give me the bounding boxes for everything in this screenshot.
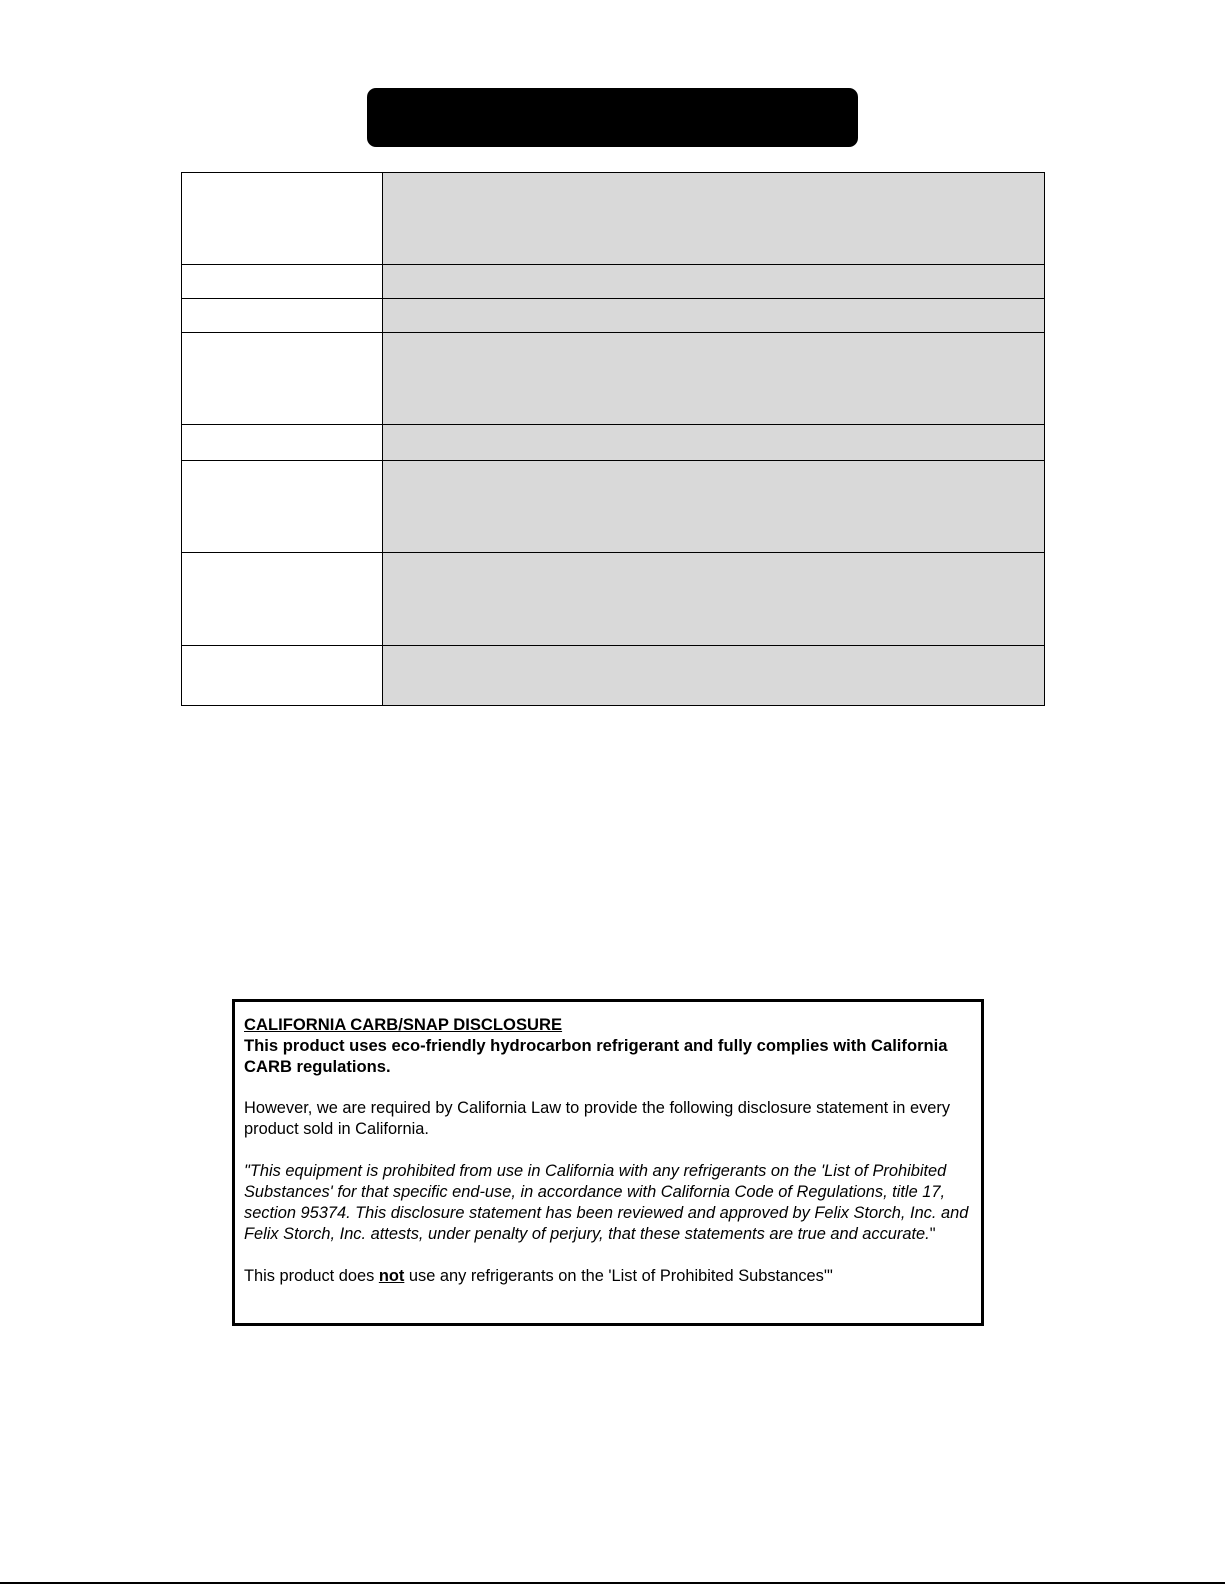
- row-value: [383, 425, 1045, 461]
- row-value: [383, 461, 1045, 553]
- row-value: [383, 553, 1045, 646]
- disclosure-requirement: However, we are required by California Law to provide the following disclosure statement in every product sold in California.: [244, 1099, 951, 1138]
- row-label: [182, 173, 383, 265]
- disclosure-final-prefix: This product does: [244, 1267, 379, 1285]
- row-label: [182, 553, 383, 646]
- row-label: [182, 299, 383, 333]
- disclosure-final-emphasis: not: [378, 1267, 405, 1285]
- table-row: [182, 425, 1045, 461]
- row-label: [182, 646, 383, 706]
- table-row: [182, 333, 1045, 425]
- disclosure-quote-close: ": [929, 1225, 936, 1243]
- row-value: [383, 333, 1045, 425]
- disclosure-final: [244, 1266, 971, 1287]
- row-label: [182, 265, 383, 299]
- spec-table: [181, 172, 1045, 706]
- row-value: [383, 299, 1045, 333]
- disclosure-lead: This product uses eco-friendly hydrocarbon refrigerant and fully complies with California CARB regulations.: [244, 1036, 948, 1076]
- row-label: [182, 425, 383, 461]
- disclosure-final-suffix: use any refrigerants on the 'List of Prohibited Substances'": [404, 1267, 833, 1285]
- row-label: [182, 333, 383, 425]
- table-row: [182, 173, 1045, 265]
- row-value: [383, 646, 1045, 706]
- title-banner: [367, 88, 858, 147]
- table-row: [182, 265, 1045, 299]
- table-row: [182, 646, 1045, 706]
- table-row: [182, 299, 1045, 333]
- carb-snap-disclosure-box: [232, 999, 984, 1326]
- table-row: [182, 553, 1045, 646]
- disclosure-quote: "This equipment is prohibited from use in California with any refrigerants on the 'List of Prohibited Substances' for that specific end-use, in accordance with California Code of Regulations, title 17, section 95374. This disclosure statement has been reviewed and approved by Felix Storch, Inc. and Felix Storch, Inc. attests, under penalty of perjury, that these statements are true and accurate.: [244, 1162, 969, 1243]
- disclosure-heading: CALIFORNIA CARB/SNAP DISCLOSURE: [244, 1015, 563, 1034]
- disclosure-statement: [244, 1161, 971, 1245]
- row-label: [182, 461, 383, 553]
- row-value: [383, 173, 1045, 265]
- bottom-rule: [0, 1582, 1225, 1584]
- table-row: [182, 461, 1045, 553]
- row-value: [383, 265, 1045, 299]
